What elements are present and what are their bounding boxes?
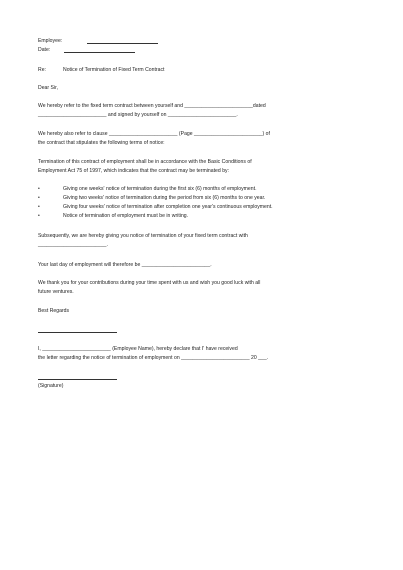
para1-line1: We hereby refer to the fixed term contract between yourself and ________________________dated bbox=[38, 103, 266, 109]
last-day-text: Your last day of employment will therefore be ________________________. bbox=[38, 262, 212, 268]
declaration-line1: I, ________________________ (Employee Name), hereby declare that I' have received bbox=[38, 346, 238, 352]
declaration-line2: the letter regarding the notice of termination of employment on ________________________ 20 ___. bbox=[38, 355, 269, 361]
list-item: Notice of termination of employment must be in writing. bbox=[63, 213, 189, 219]
re-subject: Notice of Termination of Fixed Term Contract bbox=[63, 67, 165, 73]
employee-line bbox=[87, 43, 158, 44]
employee-signature-line bbox=[38, 379, 117, 380]
bullet-icon: • bbox=[38, 204, 40, 210]
para3-line2: Employment Act 75 of 1997, which indicates that the contract may be terminated by: bbox=[38, 168, 230, 174]
para2-line2: the contract that stipulates the following terms of notice: bbox=[38, 140, 165, 146]
sender-signature-line bbox=[38, 332, 117, 333]
para1-line2: ________________________ and signed by yourself on ________________________. bbox=[38, 112, 238, 118]
bullet-icon: • bbox=[38, 213, 40, 219]
re-label: Re: bbox=[38, 67, 46, 73]
list-item: Giving four weeks' notice of termination after completion one year's continuous employment. bbox=[63, 204, 273, 210]
list-item: Giving two weeks' notice of termination during the period from six (6) months to one year. bbox=[63, 195, 266, 201]
date-line bbox=[64, 52, 135, 53]
date-label: Date: bbox=[38, 47, 51, 53]
salutation: Dear Sir, bbox=[38, 85, 58, 91]
para4-line1: Subsequently, we are hereby giving you notice of termination of your fixed term contract with bbox=[38, 233, 248, 239]
list-item: Giving one weeks' notice of termination during the first six (6) months of employment. bbox=[63, 186, 257, 192]
para3-line1: Termination of this contract of employment shall be in accordance with the Basic Conditions of bbox=[38, 159, 252, 165]
signature-label: (Signature) bbox=[38, 383, 64, 389]
closing: Best Regards bbox=[38, 308, 70, 314]
bullet-icon: • bbox=[38, 195, 40, 201]
thanks-line2: future ventures. bbox=[38, 289, 74, 295]
employee-label: Employee: bbox=[38, 38, 63, 44]
thanks-line1: We thank you for your contributions during your time spent with us and wish you good luck with all bbox=[38, 280, 261, 286]
bullet-icon: • bbox=[38, 186, 40, 192]
para2-line1: We hereby also refer to clause ________________________ (Page ________________________) of bbox=[38, 131, 270, 137]
para4-line2: ________________________. bbox=[38, 242, 108, 248]
